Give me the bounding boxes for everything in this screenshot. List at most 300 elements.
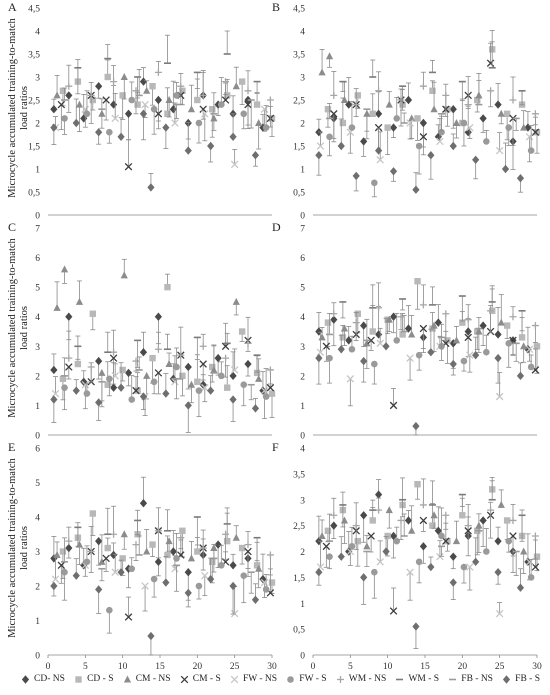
data-point <box>215 354 222 362</box>
data-point <box>252 404 259 412</box>
data-point <box>315 151 322 159</box>
data-point <box>450 552 457 560</box>
data-point <box>517 174 524 182</box>
x-tick-label: 10 <box>117 662 128 672</box>
data-point <box>75 361 81 367</box>
x-tick-label: 0 <box>45 662 51 672</box>
panel-label: E <box>8 440 16 454</box>
data-point <box>155 313 162 321</box>
data-point <box>240 111 247 118</box>
legend-symbol-triangle <box>122 674 133 685</box>
y-tick-label: 3 <box>300 496 305 507</box>
data-point <box>349 124 356 131</box>
y-tick-label: 4 <box>35 27 40 38</box>
y-tick-label: 4,5 <box>293 4 305 15</box>
data-point <box>341 96 348 103</box>
data-point <box>143 548 150 555</box>
y-tick-label: 0,5 <box>28 188 40 199</box>
data-point <box>363 542 370 549</box>
legend-marker <box>231 676 238 683</box>
data-point <box>442 92 449 99</box>
data-point <box>325 319 331 325</box>
data-point <box>498 319 505 326</box>
data-point <box>412 622 419 630</box>
data-point <box>472 156 479 164</box>
data-point <box>408 114 415 121</box>
data-point <box>420 542 427 550</box>
panel-label: B <box>272 0 281 14</box>
legend-marker <box>75 676 81 682</box>
data-point <box>140 348 147 356</box>
data-point <box>165 96 172 103</box>
data-point <box>50 105 57 113</box>
data-point <box>121 530 128 537</box>
data-point <box>420 83 427 90</box>
data-point <box>326 52 333 59</box>
data-point <box>105 545 111 551</box>
y-tick-label: 5 <box>300 283 305 294</box>
data-point <box>412 422 419 430</box>
legend-label: CD - S <box>87 674 114 684</box>
data-point <box>341 516 348 523</box>
y-tick-label: 3,5 <box>28 50 40 61</box>
data-point <box>117 383 124 391</box>
data-point <box>140 392 147 400</box>
legend-item <box>20 674 65 685</box>
y-tick-label: 2,5 <box>28 96 40 107</box>
data-point <box>427 151 434 159</box>
data-point <box>382 342 389 350</box>
data-point <box>494 354 501 362</box>
data-point <box>472 558 479 566</box>
legend-item <box>501 674 540 685</box>
data-point <box>239 328 245 334</box>
data-point <box>450 142 457 150</box>
data-point <box>121 271 128 278</box>
y-tick-label: 1 <box>300 401 305 412</box>
data-point <box>95 357 102 365</box>
data-point <box>338 142 345 150</box>
legend-item <box>447 674 493 685</box>
data-point <box>50 123 57 131</box>
legend-label: FB - S <box>515 674 540 684</box>
x-tick-label: 20 <box>457 662 468 672</box>
x-tick-label: 10 <box>382 662 393 672</box>
data-point <box>252 596 259 604</box>
data-point <box>438 533 445 540</box>
data-point <box>375 87 382 94</box>
data-point <box>360 511 367 519</box>
data-point <box>207 575 214 583</box>
data-point <box>370 328 376 334</box>
data-point <box>61 115 68 122</box>
y-tick-label: 0 <box>300 431 305 442</box>
data-point <box>73 119 80 127</box>
data-point <box>430 511 437 518</box>
data-point <box>218 562 225 569</box>
data-point <box>188 381 195 388</box>
data-point <box>244 360 251 368</box>
ylabel-middle: Microcycle accumulated training-to-match load ratios <box>7 238 30 418</box>
data-point <box>487 87 494 94</box>
data-point <box>255 119 262 126</box>
y-tick-label: 2,5 <box>293 96 305 107</box>
data-point <box>453 119 460 126</box>
data-point <box>98 558 105 565</box>
data-point <box>200 343 207 350</box>
panel-e <box>8 440 277 672</box>
y-tick-label: 3 <box>35 342 40 353</box>
data-point <box>483 138 490 145</box>
data-point <box>110 78 117 85</box>
data-point <box>429 522 435 528</box>
series-cm-s <box>323 306 539 409</box>
legend-marker <box>503 675 510 683</box>
data-point <box>151 106 158 113</box>
data-point <box>133 541 140 548</box>
data-point <box>461 358 468 365</box>
data-point <box>370 517 376 523</box>
y-tick-label: 5 <box>35 283 40 294</box>
data-point <box>84 390 91 397</box>
data-point <box>218 101 225 108</box>
data-point <box>450 360 457 368</box>
data-point <box>461 120 468 127</box>
data-point <box>520 548 527 555</box>
series-fb-s <box>315 537 524 649</box>
data-point <box>149 83 155 89</box>
data-point <box>427 563 434 571</box>
series-cm-ns <box>53 526 262 588</box>
data-point <box>149 541 155 547</box>
data-point <box>162 578 169 586</box>
data-point <box>263 124 270 131</box>
x-tick-label: 5 <box>82 662 88 672</box>
legend-marker <box>124 675 131 682</box>
data-point <box>133 358 140 365</box>
data-point <box>269 579 275 585</box>
data-point <box>50 395 57 403</box>
data-point <box>133 87 140 94</box>
y-tick-label: 1 <box>300 599 305 610</box>
data-point <box>185 146 192 154</box>
y-tick-label: 7 <box>35 224 40 235</box>
data-point <box>240 572 247 579</box>
y-tick-label: 5 <box>35 479 40 489</box>
y-tick-label: 2 <box>35 119 40 130</box>
y-tick-label: 3 <box>35 548 40 558</box>
data-point <box>196 120 203 127</box>
y-tick-label: 4 <box>300 313 305 324</box>
data-point <box>128 97 135 104</box>
data-point <box>73 386 80 394</box>
data-point <box>375 330 382 338</box>
data-point <box>532 110 539 117</box>
data-point <box>164 284 170 290</box>
data-point <box>315 354 322 362</box>
data-point <box>222 355 229 362</box>
x-tick-label: 30 <box>267 662 277 672</box>
data-point <box>330 92 337 99</box>
data-point <box>371 569 378 576</box>
data-point <box>353 172 360 180</box>
legend-item <box>394 674 439 685</box>
data-point <box>233 298 240 305</box>
data-point <box>534 343 540 349</box>
data-point <box>505 340 512 347</box>
data-point <box>494 537 501 545</box>
data-point <box>106 376 113 383</box>
data-point <box>315 327 322 335</box>
y-tick-label: 3 <box>35 73 40 84</box>
legend-marker <box>22 675 29 683</box>
data-point <box>318 532 325 539</box>
data-point <box>164 111 170 117</box>
data-point <box>318 68 325 75</box>
legend-symbol-diamond <box>20 674 31 685</box>
series-fb-s <box>315 119 524 194</box>
data-point <box>162 389 169 397</box>
data-point <box>105 382 111 388</box>
data-point <box>532 322 539 329</box>
legend-symbol-x <box>179 674 190 685</box>
data-point <box>95 585 102 593</box>
data-point <box>65 538 72 545</box>
x-tick-label: 15 <box>155 662 165 672</box>
ylabel-bottom: Microcycle accumulated training-to-match load ratios <box>7 458 30 638</box>
data-point <box>95 82 102 90</box>
data-point <box>528 147 535 154</box>
y-tick-label: 2 <box>35 582 40 593</box>
data-point <box>510 517 517 524</box>
data-point <box>239 545 245 551</box>
data-point <box>510 313 517 320</box>
data-point <box>370 111 376 117</box>
y-tick-label: 0 <box>35 431 40 442</box>
panel-label: C <box>8 220 17 234</box>
data-point <box>245 541 252 548</box>
y-tick-label: 3 <box>300 73 305 84</box>
legend-marker <box>181 676 188 683</box>
data-point <box>375 146 382 154</box>
y-tick-label: 7 <box>300 224 305 235</box>
x-tick-label: 15 <box>420 662 430 672</box>
legend-marker <box>337 676 344 683</box>
data-point <box>140 110 147 118</box>
data-point <box>355 92 361 98</box>
data-point <box>76 298 83 305</box>
data-point <box>121 73 128 80</box>
panel-label: D <box>272 220 281 234</box>
data-point <box>483 548 490 555</box>
y-tick-label: 1,5 <box>293 142 305 153</box>
data-point <box>229 395 236 403</box>
legend-item <box>73 674 113 685</box>
legend-symbol-x <box>229 674 240 685</box>
data-point <box>233 534 240 541</box>
legend-item <box>122 674 171 685</box>
data-point <box>61 265 68 272</box>
data-point <box>520 342 527 349</box>
data-point <box>106 607 113 614</box>
data-point <box>185 589 192 597</box>
data-point <box>229 561 236 569</box>
x-tick-label: 25 <box>229 662 240 672</box>
y-tick-label: 0 <box>35 211 40 222</box>
data-point <box>88 363 95 370</box>
data-point <box>84 559 91 566</box>
data-point <box>360 357 367 365</box>
y-tick-label: 0,5 <box>293 188 305 199</box>
data-point <box>73 571 80 579</box>
data-point <box>528 364 535 371</box>
data-point <box>405 516 412 524</box>
legend-label: CD- NS <box>34 674 65 684</box>
data-point <box>349 346 356 353</box>
data-point <box>188 105 195 112</box>
data-point <box>229 582 236 590</box>
panel-label: A <box>8 0 17 14</box>
data-point <box>209 106 215 112</box>
data-point <box>209 559 215 565</box>
data-point <box>263 393 270 400</box>
data-point <box>218 373 225 380</box>
y-tick-label: 2 <box>35 372 40 383</box>
y-tick-label: 6 <box>35 254 40 265</box>
data-point <box>384 124 390 130</box>
data-point <box>185 568 192 576</box>
panel-b <box>272 0 540 222</box>
data-point <box>504 111 510 117</box>
panel-c <box>8 220 275 442</box>
legend-label: CM - S <box>192 674 221 684</box>
data-point <box>408 527 415 534</box>
data-point <box>254 101 260 107</box>
data-point <box>185 363 192 371</box>
data-point <box>140 499 147 507</box>
data-point <box>207 142 214 150</box>
data-point <box>164 552 170 558</box>
legend-label: FW - NS <box>242 674 278 684</box>
data-point <box>502 165 509 173</box>
legend-item <box>179 674 221 685</box>
data-point <box>50 582 57 590</box>
legend-label: WM - NS <box>348 674 387 684</box>
data-point <box>326 553 333 560</box>
y-tick-label: 0,5 <box>293 625 305 636</box>
data-point <box>269 390 275 396</box>
data-point <box>134 101 140 107</box>
data-point <box>414 481 420 487</box>
data-point <box>245 87 252 94</box>
data-point <box>90 311 96 317</box>
data-point <box>110 100 117 108</box>
data-point <box>315 568 322 576</box>
data-point <box>353 319 360 326</box>
data-point <box>453 336 460 343</box>
data-point <box>505 538 512 545</box>
data-point <box>233 82 240 89</box>
data-point <box>519 334 525 340</box>
panel-a <box>8 0 275 222</box>
data-point <box>498 501 505 508</box>
y-tick-label: 2 <box>300 119 305 130</box>
data-point <box>84 111 91 118</box>
data-point <box>110 551 117 559</box>
legend-label: FB - NS <box>461 674 493 684</box>
data-point <box>498 110 505 117</box>
y-tick-label: 4 <box>35 313 40 324</box>
y-tick-label: 0 <box>300 211 305 222</box>
data-point <box>338 552 345 560</box>
y-tick-label: 3,5 <box>293 470 305 481</box>
ylabel-top: Microcycle accumulated training-to-match load ratios <box>7 18 30 198</box>
data-point <box>528 574 535 581</box>
data-point <box>179 528 185 534</box>
data-point <box>245 340 252 347</box>
y-tick-label: 1 <box>35 617 40 627</box>
data-point <box>196 583 203 590</box>
data-point <box>325 528 331 534</box>
series-wm-ns <box>330 71 539 126</box>
data-point <box>173 555 180 562</box>
data-point <box>155 558 162 566</box>
data-point <box>430 105 437 112</box>
data-point <box>263 586 270 593</box>
data-point <box>143 87 150 94</box>
series-fb-s <box>50 363 259 433</box>
data-point <box>147 183 154 191</box>
data-point <box>414 115 420 121</box>
panel-d <box>272 220 540 442</box>
data-point <box>405 96 412 104</box>
data-point <box>330 521 337 529</box>
y-tick-label: 3 <box>300 342 305 353</box>
data-point <box>65 313 72 321</box>
data-point <box>494 100 501 108</box>
data-point <box>465 101 472 108</box>
x-tick-label: 5 <box>347 662 353 672</box>
data-point <box>442 310 449 317</box>
data-point <box>517 584 524 592</box>
data-point <box>416 352 423 359</box>
data-point <box>267 551 274 558</box>
data-point <box>194 548 200 554</box>
data-point <box>128 396 135 403</box>
data-point <box>196 387 203 394</box>
data-point <box>194 379 200 385</box>
legend-item <box>285 674 326 685</box>
y-tick-label: 2,5 <box>293 522 305 533</box>
y-tick-label: 3,5 <box>293 50 305 61</box>
data-point <box>117 133 124 141</box>
data-point <box>465 316 472 323</box>
y-tick-label: 2 <box>300 372 305 383</box>
data-point <box>420 301 427 308</box>
data-point <box>494 568 501 576</box>
data-point <box>155 346 162 353</box>
data-point <box>393 538 400 545</box>
series-fw-ns <box>52 93 268 167</box>
data-point <box>459 512 465 518</box>
data-point <box>453 537 460 544</box>
y-tick-label: 6 <box>300 254 305 265</box>
data-point <box>325 106 331 112</box>
data-point <box>416 143 423 150</box>
data-point <box>480 516 487 524</box>
data-point <box>194 97 200 103</box>
data-point <box>200 92 207 99</box>
